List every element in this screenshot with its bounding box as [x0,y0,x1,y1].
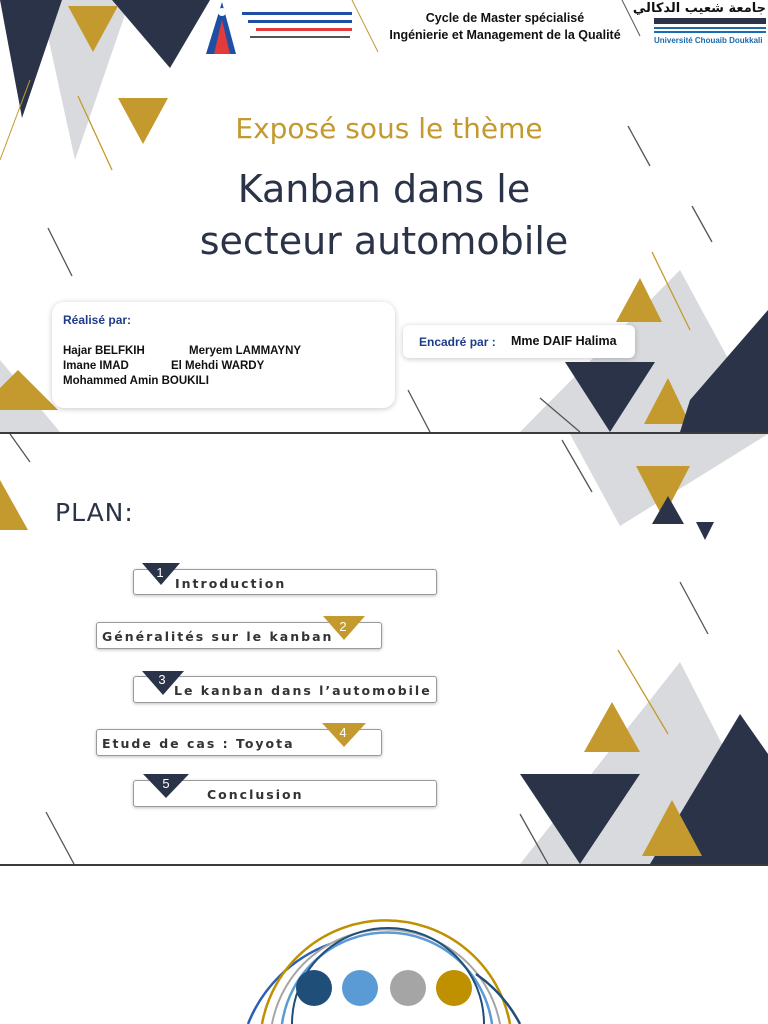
plan-item-number: 1 [156,565,164,580]
circle-dot-icon [342,970,378,1006]
circle-dot-icon [436,970,472,1006]
plan-item-number: 2 [339,619,347,634]
author-name: Mohammed Amin BOUKILI [63,375,209,387]
plan-item-label: Généralités sur le kanban [102,629,334,644]
circle-dot-icon [296,970,332,1006]
authors-card [52,302,395,408]
author-name: Imane IMAD [63,360,129,372]
plan-item-label: Le kanban dans l’automobile [174,683,432,698]
program-line-1: Cycle de Master spécialisé [425,11,585,25]
author-name: Meryem LAMMAYNY [189,345,302,357]
university-caption: Université Chouaib Doukkali [654,36,763,45]
plan-item-number: 4 [339,725,347,740]
supervisor-name: Mme DAIF Halima [511,334,617,348]
university-arabic-name: جامعة شعيب الدكالي [632,1,766,16]
university-logo [632,0,768,50]
title-line-1: Kanban dans le [237,167,531,211]
author-name: Hajar BELFKIH [63,345,145,357]
plan-item-label: Conclusion [207,787,304,802]
author-name: El Mehdi WARDY [171,360,265,372]
plan-item-number: 5 [162,776,170,791]
plan-item-number: 3 [158,672,166,687]
program-line-2: Ingénierie et Management de la Qualité [389,28,621,42]
plan-item-label: Etude de cas : Toyota [102,736,295,751]
authors-label: Réalisé par: [63,313,132,327]
plan-item-label: Introduction [175,576,287,591]
presentation-title [0,163,768,267]
faculty-logo [200,0,356,58]
title-line-2: secteur automobile [199,219,569,263]
arcs-graphic [0,866,768,1024]
plan-title: PLAN: [55,498,134,527]
section-slide [0,866,768,1024]
plan-slide [0,434,768,864]
circle-dot-icon [390,970,426,1006]
supervisor-card [403,325,635,358]
supervisor-label: Encadré par : [419,335,496,349]
title-slide [0,0,768,432]
subtitle: Exposé sous le thème [235,112,543,145]
